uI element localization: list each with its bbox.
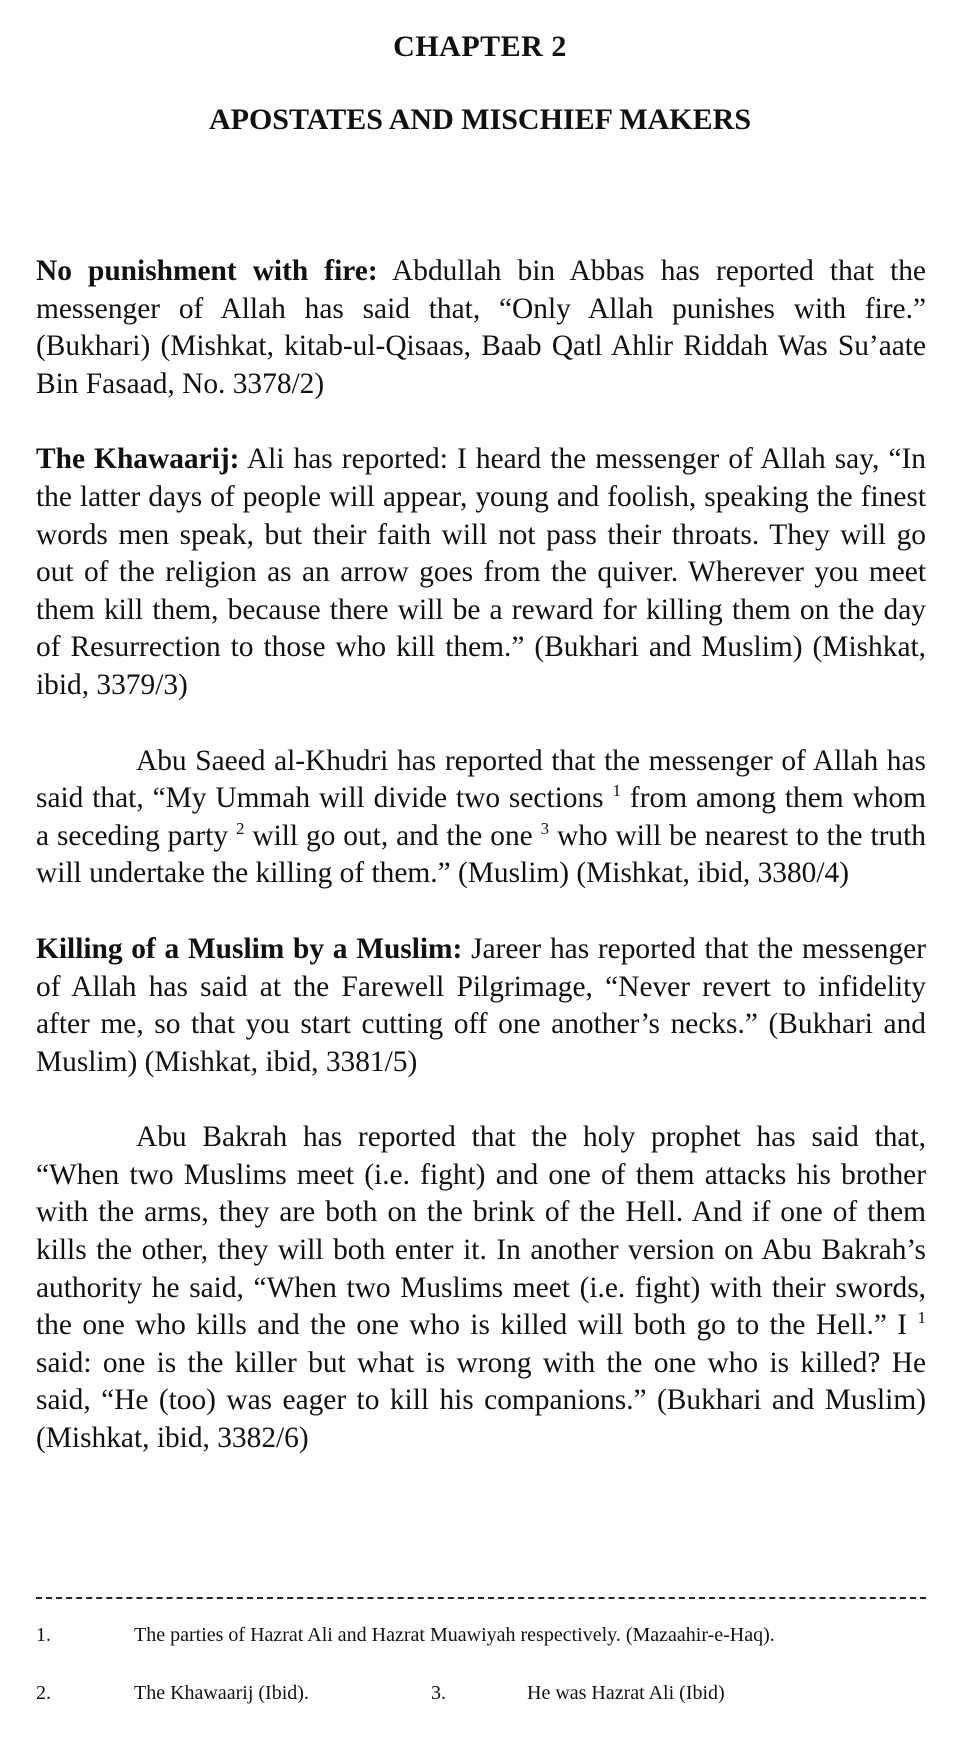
paragraph-abu-saeed (36, 743, 926, 893)
paragraph-khawaarij (36, 441, 926, 704)
paragraph-text: Abu Bakrah has reported that the holy prophet has said that, “When two Muslims meet (i.e. fight) and one of them attacks his brother with the arms, they are both on the brink of the Hell. And if one of them kills the other, they will both enter it. In another version on Abu Bakrah’s authority he said, “When two Muslims meet (i.e. fight) with their swords, the one who kills and the one who is killed will both go to the Hell.” I (36, 1121, 926, 1342)
chapter-title: APOSTATES AND MISCHIEF MAKERS (208, 103, 752, 136)
footnote-ref-3: 3 (540, 818, 550, 838)
paragraph-text: said: one is the killer but what is wrong with the one who is killed? He said, “He (too) was eager to kill his companions.” (Bukhari and Muslim) (Mishkat, ibid, 3382/6) (36, 1346, 926, 1455)
footnote-ref-1: 1 (917, 1308, 926, 1328)
footnote-text: The Khawaarij (Ibid). (134, 1682, 309, 1704)
footnote-text: He was Hazrat Ali (Ibid) (527, 1682, 725, 1704)
paragraph-text: Abdullah bin Abbas has reported that the messenger of Allah has said that, “Only Allah punishes with fire.” (Bukhari) (Mishkat, kitab-ul-Qisaas, Baab Qatl Ahlir Riddah Was Su’aate Bin Fasaad, No. 3378/2) (36, 255, 926, 400)
footnote-divider (36, 1597, 926, 1599)
footnote-ref-1: 1 (612, 781, 622, 801)
paragraph-text: from among them whom a seceding party (36, 782, 926, 852)
paragraph-killing-of-a-muslim (36, 931, 926, 1081)
paragraph-heading: The Khawaarij: (36, 443, 240, 476)
chapter-number: CHAPTER 2 (393, 30, 567, 63)
paragraph-no-punishment-with-fire (36, 253, 926, 403)
footnote-number: 3. (431, 1682, 446, 1704)
footnote-number: 1. (36, 1624, 51, 1646)
paragraph-text: Ali has reported: I heard the messenger of Allah say, “In the latter days of people will appear, young and foolish, speaking the finest words men speak, but their faith will not pass their throats. They will go out of the religion as an arrow goes from the quiver. Wherever you meet them kill them, because there will be a reward for killing them on the day of Resurrection to those who kill them.” (Bukhari and Muslim) (Mishkat, ibid, 3379/3) (36, 443, 926, 701)
footnote-number: 2. (36, 1682, 51, 1704)
paragraph-text: will go out, and the one (244, 819, 541, 852)
paragraph-heading: Killing of a Muslim by a Muslim: (36, 932, 463, 965)
paragraph-text: Abu Saeed al-Khudri has reported that the messenger of Allah has said that, “My Ummah will divide two sections (36, 744, 926, 815)
footnote-text: The parties of Hazrat Ali and Hazrat Muawiyah respectively. (Mazaahir-e-Haq). (134, 1624, 775, 1646)
footnote-3 (431, 1680, 725, 1706)
footnote-ref-2: 2 (235, 818, 245, 838)
paragraph-text: who will be nearest to the truth will undertake the killing of them.” (Muslim) (Mishkat, ibid, 3380/4) (36, 819, 926, 890)
paragraph-abu-bakrah (36, 1119, 926, 1457)
paragraph-text: Jareer has reported that the messenger of Allah has said at the Farewell Pilgrimage, “Never revert to infidelity after me, so that you start cutting off one another’s necks.” (Bukhari and Muslim) (Mishkat, ibid, 3381/5) (36, 932, 927, 1078)
paragraph-heading: No punishment with fire: (36, 255, 378, 287)
body-text (36, 253, 926, 1496)
